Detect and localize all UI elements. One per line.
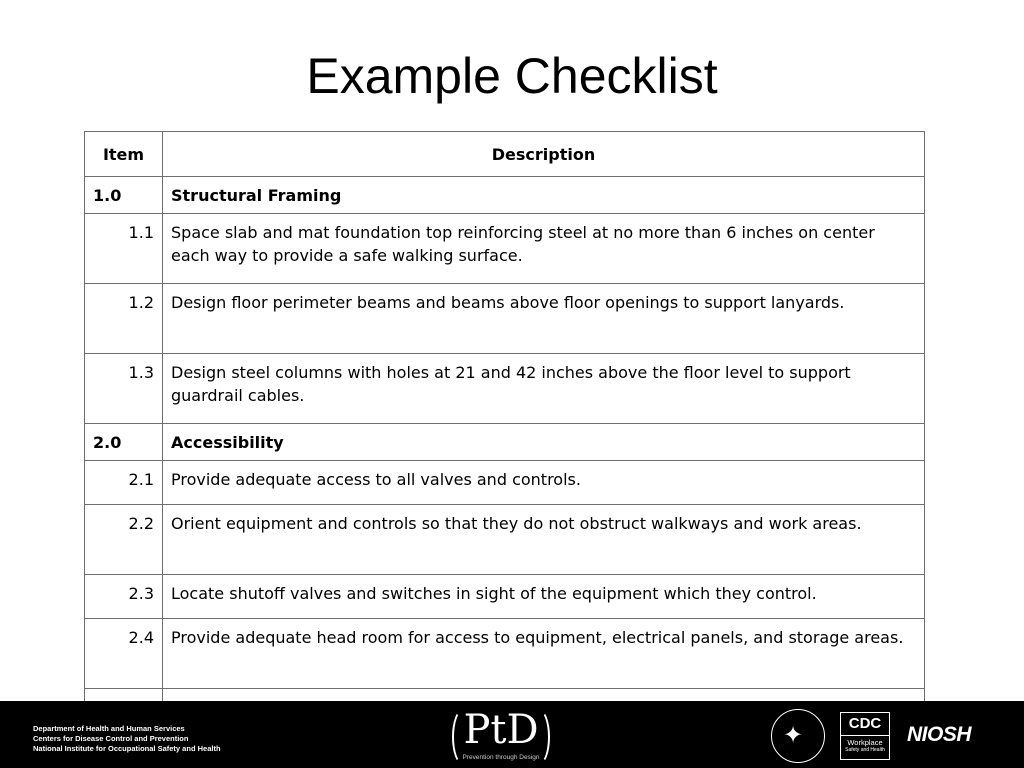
hhs-eagle-icon: ✦ xyxy=(783,721,804,749)
item-number: 2.1 xyxy=(85,461,163,505)
table-row xyxy=(85,284,925,354)
item-description: Locate shutoff valves and switches in sight of the equipment which they control. xyxy=(163,575,925,619)
item-description: Design steel columns with holes at 21 and 42 inches above the floor level to support guardrail cables. xyxy=(163,354,925,424)
item-description: Provide adequate head room for access to equipment, electrical panels, and storage areas. xyxy=(163,619,925,689)
table-row xyxy=(85,619,925,689)
cdc-name: CDC xyxy=(841,713,889,736)
item-number: 1.1 xyxy=(85,214,163,284)
header-description: Description xyxy=(163,132,925,177)
item-description: Design floor perimeter beams and beams above floor openings to support lanyards. xyxy=(163,284,925,354)
agency-line: Centers for Disease Control and Prevention xyxy=(33,734,189,743)
item-number: 2.0 xyxy=(85,424,163,461)
item-number: 1.2 xyxy=(85,284,163,354)
section-row xyxy=(85,177,925,214)
item-description: Orient equipment and controls so that they do not obstruct walkways and work areas. xyxy=(163,505,925,575)
item-description: Space slab and mat foundation top reinforcing steel at no more than 6 inches on center each way to provide a safe walking surface. xyxy=(163,214,925,284)
section-title: Structural Framing xyxy=(163,177,925,214)
section-row xyxy=(85,424,925,461)
slide-title: Example Checklist xyxy=(306,48,718,104)
niosh-logo: NIOSH xyxy=(907,723,972,746)
agency-line: National Institute for Occupational Safety and Health xyxy=(33,744,221,753)
cdc-safety: Safety and Health xyxy=(845,747,885,753)
table-row xyxy=(85,354,925,424)
item-number: 1.0 xyxy=(85,177,163,214)
item-number: 2.2 xyxy=(85,505,163,575)
section-title: Accessibility xyxy=(163,424,925,461)
item-number: 1.3 xyxy=(85,354,163,424)
header-item: Item xyxy=(85,132,163,177)
table-row xyxy=(85,575,925,619)
cdc-logo xyxy=(840,712,890,760)
hhs-seal-icon xyxy=(771,709,825,763)
agency-line: Department of Health and Human Services xyxy=(33,724,185,733)
table-row xyxy=(85,461,925,505)
item-number: 2.3 xyxy=(85,575,163,619)
item-number: 2.4 xyxy=(85,619,163,689)
cdc-workplace: Workplace xyxy=(847,738,883,747)
item-description: Provide adequate access to all valves and controls. xyxy=(163,461,925,505)
table-row xyxy=(85,214,925,284)
agency-names xyxy=(33,724,221,754)
ptd-logo xyxy=(446,707,556,765)
ptd-tagline: Prevention through Design xyxy=(462,754,540,761)
ptd-logo-text: PtD xyxy=(463,707,539,753)
table-row xyxy=(85,505,925,575)
table-header-row xyxy=(85,132,925,177)
checklist-table xyxy=(84,131,925,733)
